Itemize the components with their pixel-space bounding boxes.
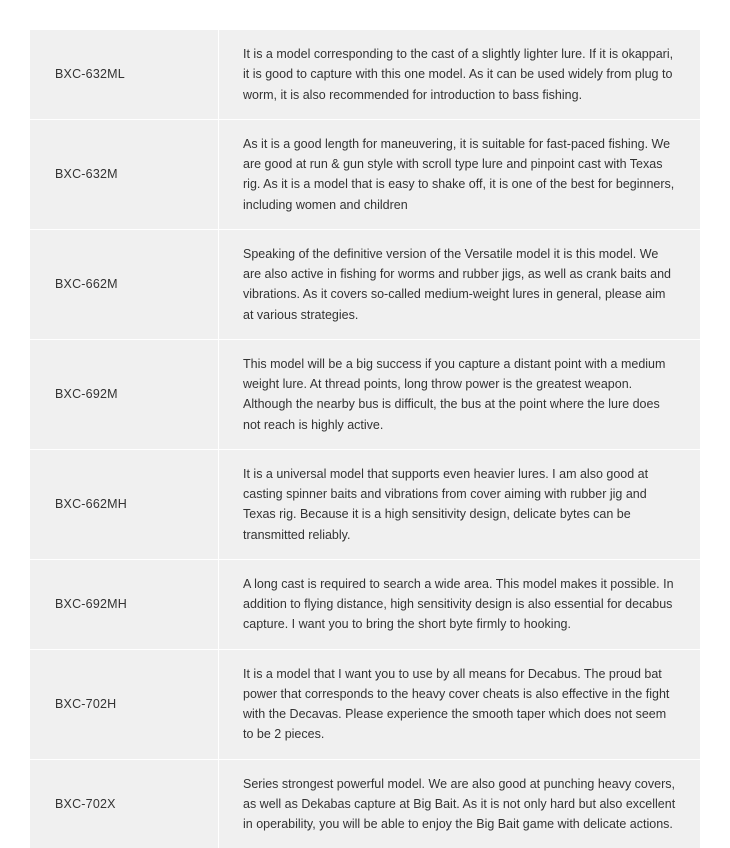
description-text: Series strongest powerful model. We are also good at punching heavy covers, as well as Dekabas capture at Big Bait. As it is not only hard but also excellent in operability, you will be able to enjoy the Big Bait game with delicate actions. xyxy=(243,776,676,831)
table-row xyxy=(30,449,700,559)
model-name: BXC-692M xyxy=(30,339,219,449)
model-name: BXC-702X xyxy=(30,759,219,848)
table-row xyxy=(30,229,700,339)
table-row xyxy=(30,759,700,848)
table-row xyxy=(30,119,700,229)
model-description xyxy=(219,449,701,559)
description-text: It is a model that I want you to use by all means for Decabus. The proud bat power that corresponds to the heavy cover cheats is also effective in the fight with the Decavas. Please experience the smooth taper which does not seem to be 2 pieces. xyxy=(243,666,670,742)
table-row xyxy=(30,559,700,649)
model-description xyxy=(219,229,701,339)
table-row xyxy=(30,339,700,449)
model-description xyxy=(219,339,701,449)
model-description xyxy=(219,649,701,759)
model-name: BXC-692MH xyxy=(30,559,219,649)
rod-model-table xyxy=(30,30,700,848)
description-text: It is a universal model that supports even heavier lures. I am also good at casting spinner baits and vibrations from cover aiming with rubber jig and Texas rig. Because it is a high sensitivity design, delicate bytes can be transmitted reliably. xyxy=(243,466,649,542)
model-name: BXC-662M xyxy=(30,229,219,339)
model-description xyxy=(219,119,701,229)
model-name: BXC-632M xyxy=(30,119,219,229)
model-description xyxy=(219,559,701,649)
model-name: BXC-702H xyxy=(30,649,219,759)
description-text: As it is a good length for maneuvering, it is suitable for fast-paced fishing. We are good at run & gun style with scroll type lure and pinpoint cast with Texas rig. As it is a model that is easy to shake off, it is one of the best for beginners, including women and children xyxy=(243,136,675,212)
description-text: A long cast is required to search a wide area. This model makes it possible. In addition to flying distance, high sensitivity design is also essential for decabus capture. I want you to bring the short byte firmly to hooking. xyxy=(243,576,674,632)
description-text: This model will be a big success if you capture a distant point with a medium weight lure. At thread points, long throw power is the greatest weapon. Although the nearby bus is difficult, the bus at the point where the lure does not reach is highly active. xyxy=(243,356,666,432)
model-description xyxy=(219,759,701,848)
description-text: Speaking of the definitive version of the Versatile model it is this model. We are also active in fishing for worms and rubber jigs, as well as crank baits and vibrations. As it covers so-called medium-weight lures in general, please aim at various strategies. xyxy=(243,246,671,322)
model-description xyxy=(219,30,701,119)
model-name: BXC-662MH xyxy=(30,449,219,559)
table-row xyxy=(30,649,700,759)
table-row xyxy=(30,30,700,119)
description-text: It is a model corresponding to the cast of a slightly lighter lure. If it is okappari, it is good to capture with this one model. As it can be used widely from plug to worm, it is also recommended for introduction to bass fishing. xyxy=(243,47,674,102)
model-name: BXC-632ML xyxy=(30,30,219,119)
table-body xyxy=(30,30,700,848)
